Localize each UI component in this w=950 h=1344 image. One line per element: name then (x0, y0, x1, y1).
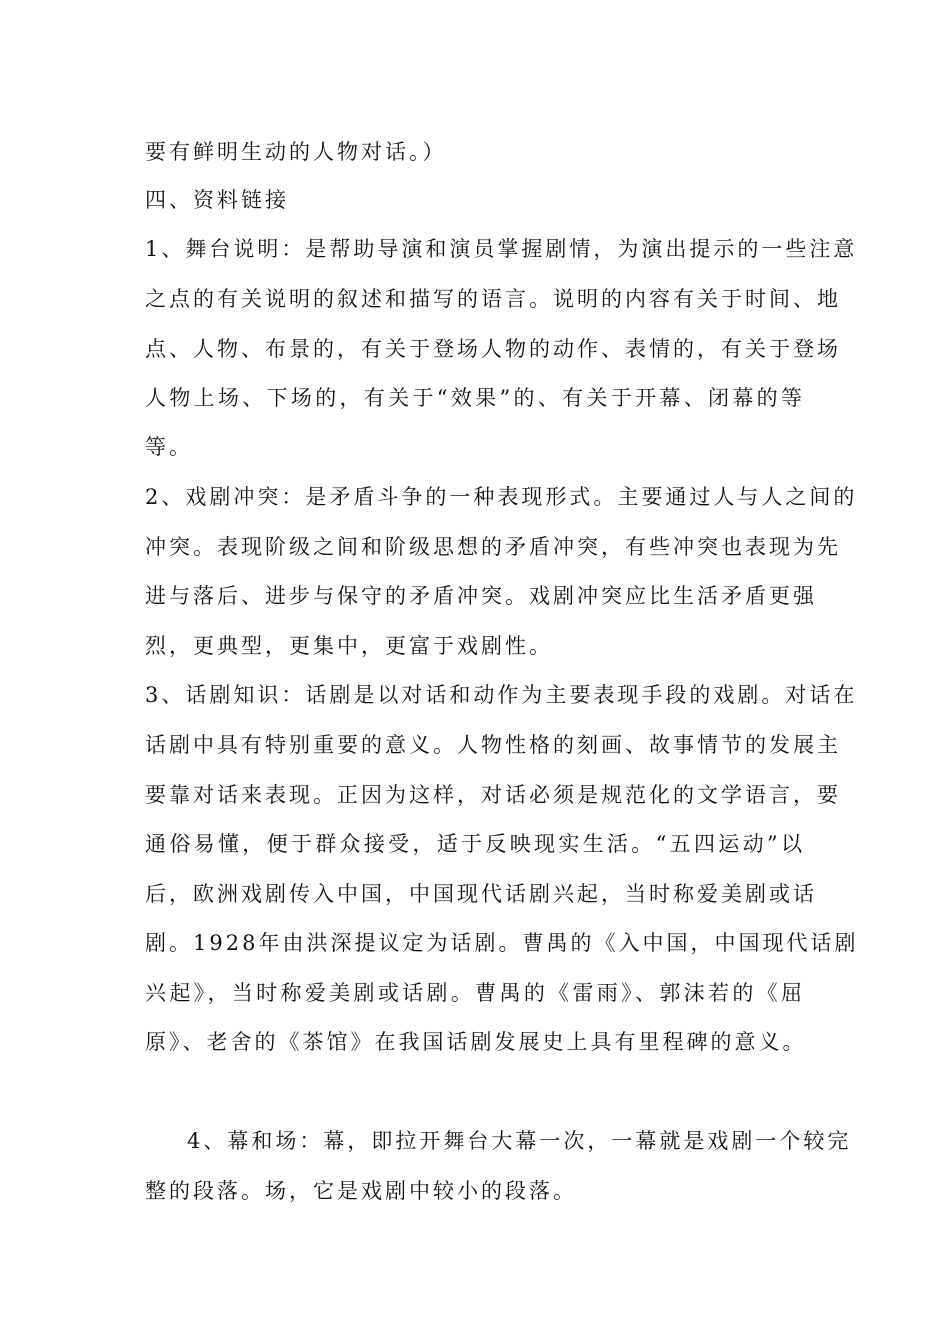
text-line-5: 点、人物、布景的，有关于登场人物的动作、表情的，有关于登场 (145, 337, 841, 361)
text-line-12: 3、话剧知识：话剧是以对话和动作为主要表现手段的戏剧。对话在 (145, 683, 858, 707)
text-line-19: 原》、老舍的《茶馆》在我国话剧发展史上具有里程碑的意义。 (145, 1030, 807, 1054)
text-line-1: 要有鲜明生动的人物对话。） (145, 140, 447, 164)
text-line-10: 进与落后、进步与保守的矛盾冲突。戏剧冲突应比生活矛盾更强 (145, 584, 817, 608)
text-line-9: 冲突。表现阶级之间和阶级思想的矛盾冲突，有些冲突也表现为先 (145, 535, 841, 559)
text-line-20: 4、幕和场：幕，即拉开舞台大幕一次，一幕就是戏剧一个较完 (187, 1129, 852, 1153)
text-line-14: 要靠对话来表现。正因为这样，对话必须是规范化的文学语言，要 (145, 783, 841, 807)
text-line-17: 剧。1928年由洪深提议定为话剧。曹禺的《入中国，中国现代话剧 (145, 931, 859, 955)
text-line-13: 话剧中具有特别重要的意义。人物性格的刻画、故事情节的发展主 (145, 733, 841, 757)
text-line-8: 2、戏剧冲突：是矛盾斗争的一种表现形式。主要通过人与人之间的 (145, 485, 858, 509)
text-line-18: 兴起》，当时称爱美剧或话剧。曹禺的《雷雨》、郭沫若的《屈 (145, 981, 805, 1005)
text-line-16: 后，欧洲戏剧传入中国，中国现代话剧兴起，当时称爱美剧或话 (145, 882, 817, 906)
text-line-11: 烈，更典型，更集中，更富于戏剧性。 (145, 634, 553, 658)
text-line-4: 之点的有关说明的叙述和描写的语言。说明的内容有关于时间、地 (145, 287, 841, 311)
text-line-15: 通俗易懂，便于群众接受，适于反映现实生活。“五四运动”以 (145, 832, 805, 856)
text-line-21: 整的段落。场，它是戏剧中较小的段落。 (145, 1179, 577, 1203)
text-line-6: 人物上场、下场的，有关于“效果”的、有关于开幕、闭幕的等 (145, 386, 805, 410)
section-heading-resources: 四、资料链接 (145, 188, 289, 212)
text-line-3: 1、舞台说明：是帮助导演和演员掌握剧情，为演出提示的一些注意 (145, 237, 858, 261)
text-line-7: 等。 (145, 435, 193, 459)
